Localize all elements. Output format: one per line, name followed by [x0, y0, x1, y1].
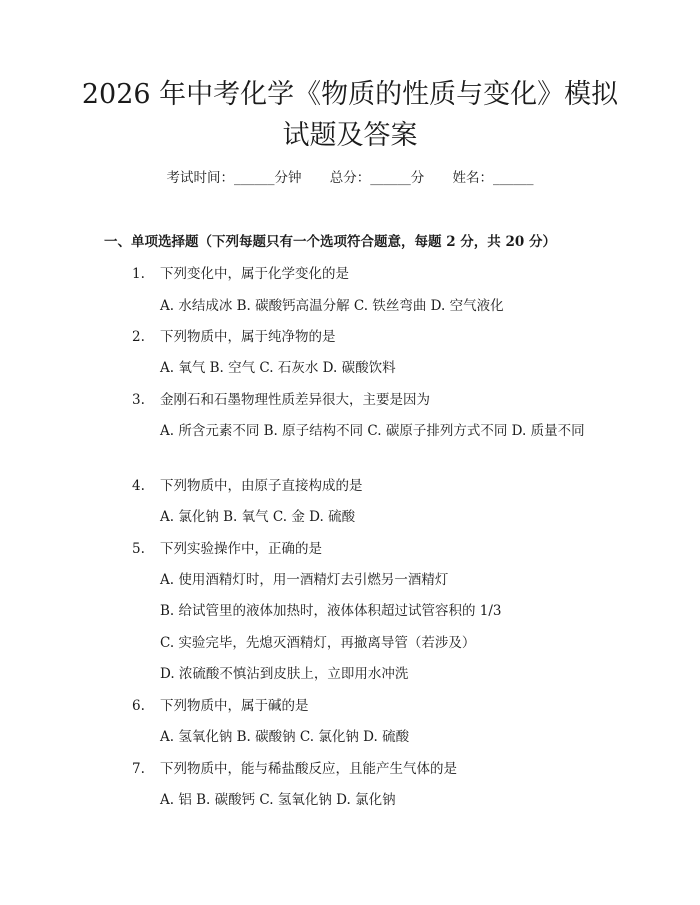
- title-line-2: 试题及答案: [282, 120, 418, 151]
- question-2: [132, 327, 336, 347]
- question-6-options: A. 氢氧化钠 B. 碳酸钠 C. 氯化钠 D. 硫酸: [160, 729, 410, 745]
- exam-time: 考试时间：______分钟: [166, 170, 302, 186]
- question-text: 下列物质中，由原子直接构成的是: [160, 478, 363, 494]
- question-4-options: A. 氯化钠 B. 氧气 C. 金 D. 硫酸: [160, 509, 356, 525]
- title-line-1: 2026 年中考化学《物质的性质与变化》模拟: [81, 79, 619, 110]
- question-text: 金刚石和石墨物理性质差异很大，主要是因为: [160, 392, 430, 408]
- question-5-option-c: C. 实验完毕，先熄灭酒精灯，再撤离导管（若涉及）: [160, 635, 476, 651]
- question-text: 下列变化中，属于化学变化的是: [160, 266, 349, 282]
- question-5-option-d: D. 浓硫酸不慎沾到皮肤上，立即用水冲洗: [160, 666, 409, 682]
- question-1-options: A. 水结成冰 B. 碳酸钙高温分解 C. 铁丝弯曲 D. 空气液化: [160, 298, 504, 314]
- question-5-option-a: A. 使用酒精灯时，用一酒精灯去引燃另一酒精灯: [160, 572, 449, 588]
- question-text: 下列物质中，属于碱的是: [160, 698, 309, 714]
- question-number: 2.: [132, 329, 145, 345]
- question-number: 1.: [132, 266, 145, 282]
- question-3-options: A. 所含元素不同 B. 原子结构不同 C. 碳原子排列方式不同 D. 质量不同: [160, 423, 585, 439]
- question-text: 下列物质中，属于纯净物的是: [160, 329, 336, 345]
- question-4: [132, 476, 363, 496]
- exam-info: [0, 168, 700, 188]
- question-6: [132, 696, 309, 716]
- question-number: 3.: [132, 392, 145, 408]
- question-1: [132, 264, 349, 284]
- question-2-options: A. 氧气 B. 空气 C. 石灰水 D. 碳酸饮料: [160, 360, 396, 376]
- student-name: 姓名：______: [452, 170, 534, 186]
- question-3: [132, 390, 430, 410]
- question-number: 4.: [132, 478, 145, 494]
- question-7-options: A. 铝 B. 碳酸钙 C. 氢氧化钠 D. 氯化钠: [160, 792, 396, 808]
- question-number: 6.: [132, 698, 145, 714]
- exam-title: [80, 74, 620, 156]
- question-number: 7.: [132, 761, 145, 777]
- section-heading: 一、单项选择题（下列每题只有一个选项符合题意，每题 2 分，共 20 分）: [104, 234, 556, 250]
- question-7: [132, 759, 457, 779]
- question-text: 下列物质中，能与稀盐酸反应，且能产生气体的是: [160, 761, 457, 777]
- question-text: 下列实验操作中，正确的是: [160, 541, 322, 557]
- question-5-option-b: B. 给试管里的液体加热时，液体体积超过试管容积的 1/3: [160, 603, 502, 619]
- question-5: [132, 539, 322, 559]
- exam-score: 总分：______分: [329, 170, 425, 186]
- question-number: 5.: [132, 541, 145, 557]
